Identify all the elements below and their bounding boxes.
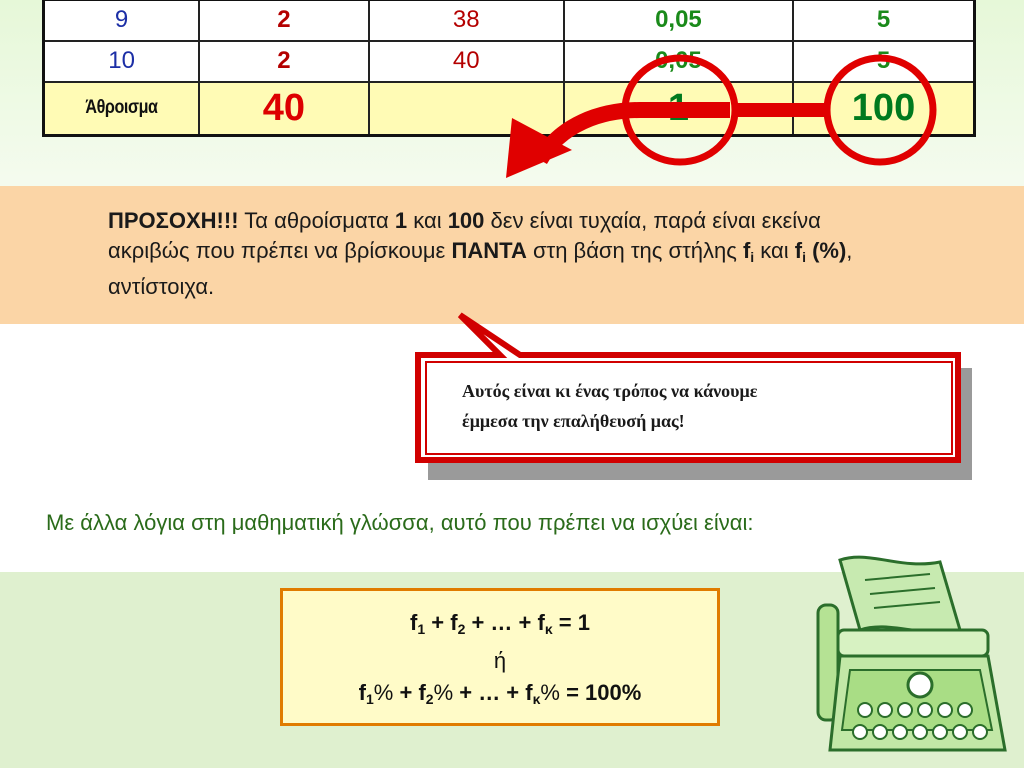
attention-text-part: δεν είναι τυχαία, παρά είναι εκείνα ακριβώς που πρέπει να βρίσκουμε (108, 208, 821, 263)
attention-emphasis: ΠΑΝΤΑ (451, 238, 527, 263)
table-row (44, 0, 975, 41)
percent-sign: % (433, 680, 454, 705)
subscript-i: i (802, 249, 806, 265)
sum-absolute-frequency: 40 (199, 82, 368, 136)
cell-class: 9 (44, 0, 200, 41)
cell-class: 10 (44, 41, 200, 82)
subscript-2: 2 (425, 691, 434, 707)
operator: + … + (465, 610, 538, 635)
percent-sign: % (540, 680, 560, 705)
frequency-table (42, 0, 976, 137)
cell-percent-frequency: 5 (793, 41, 974, 82)
operator: + … + (453, 680, 526, 705)
formula-or: ή (493, 648, 507, 673)
subscript-k: κ (532, 691, 541, 707)
cell-relative-frequency: 0,05 (564, 0, 793, 41)
attention-text-part: και (407, 208, 448, 233)
sum-cumulative-frequency (369, 82, 564, 136)
formula-line-relative (283, 607, 717, 645)
subscript-2: 2 (457, 621, 466, 637)
symbol-f: f (418, 680, 426, 705)
cell-relative-frequency: 0,05 (564, 41, 793, 82)
cell-cumulative-frequency: 40 (369, 41, 564, 82)
attention-number: 100 (447, 208, 485, 233)
cell-absolute-frequency: 2 (199, 0, 368, 41)
formula-box (280, 588, 720, 726)
symbol-fi (743, 238, 754, 263)
attention-text (108, 206, 898, 302)
subscript-1: 1 (366, 691, 374, 707)
operator: + (425, 610, 451, 635)
callout-line: Αυτός είναι κι ένας τρόπος να κάνουμε (462, 381, 758, 401)
symbol-f: f (742, 238, 751, 263)
subscript-k: κ (544, 621, 553, 637)
formula-result: = 100% (559, 680, 642, 705)
sum-row (44, 82, 975, 136)
symbol-f: f (410, 610, 418, 635)
callout-line: έμμεσα την επαλήθευσή μας! (462, 411, 685, 431)
formula-result: = 1 (552, 610, 590, 635)
cell-absolute-frequency: 2 (199, 41, 368, 82)
symbol-f: f (525, 680, 533, 705)
sum-relative-frequency: 1 (564, 82, 793, 136)
typewriter-icon (810, 550, 1010, 760)
attention-text-part: και (754, 238, 795, 263)
symbol-f: f (537, 610, 545, 635)
subscript-1: 1 (417, 621, 426, 637)
symbol-f: f (358, 680, 366, 705)
attention-text-part: , αντίστοιχα. (108, 238, 853, 299)
math-intro-text: Με άλλα λόγια στη μαθηματική γλώσσα, αυτό που πρέπει να ισχύει είναι: (46, 510, 754, 535)
percent-label: (%) (805, 238, 847, 263)
sum-percent-frequency: 100 (793, 82, 974, 136)
percent-sign: % (373, 680, 394, 705)
cell-cumulative-frequency: 38 (369, 0, 564, 41)
formula-line-percent (283, 677, 717, 715)
table-row (44, 41, 975, 82)
sum-label-cell (44, 82, 200, 136)
cell-percent-frequency: 5 (793, 0, 974, 41)
attention-number: 1 (394, 208, 408, 233)
symbol-f: f (794, 238, 803, 263)
subscript-i: i (750, 249, 755, 265)
callout-text (462, 376, 942, 436)
sum-label: Άθροισμα (85, 97, 158, 119)
attention-heading: ΠΡΟΣΟΧΗ!!! (108, 208, 239, 233)
attention-text-part: στη βάση της στήλης (526, 238, 743, 263)
operator: + (393, 680, 419, 705)
symbol-fi-percent (795, 238, 847, 263)
attention-text-part: Τα αθροίσματα (238, 208, 395, 233)
symbol-f: f (450, 610, 458, 635)
